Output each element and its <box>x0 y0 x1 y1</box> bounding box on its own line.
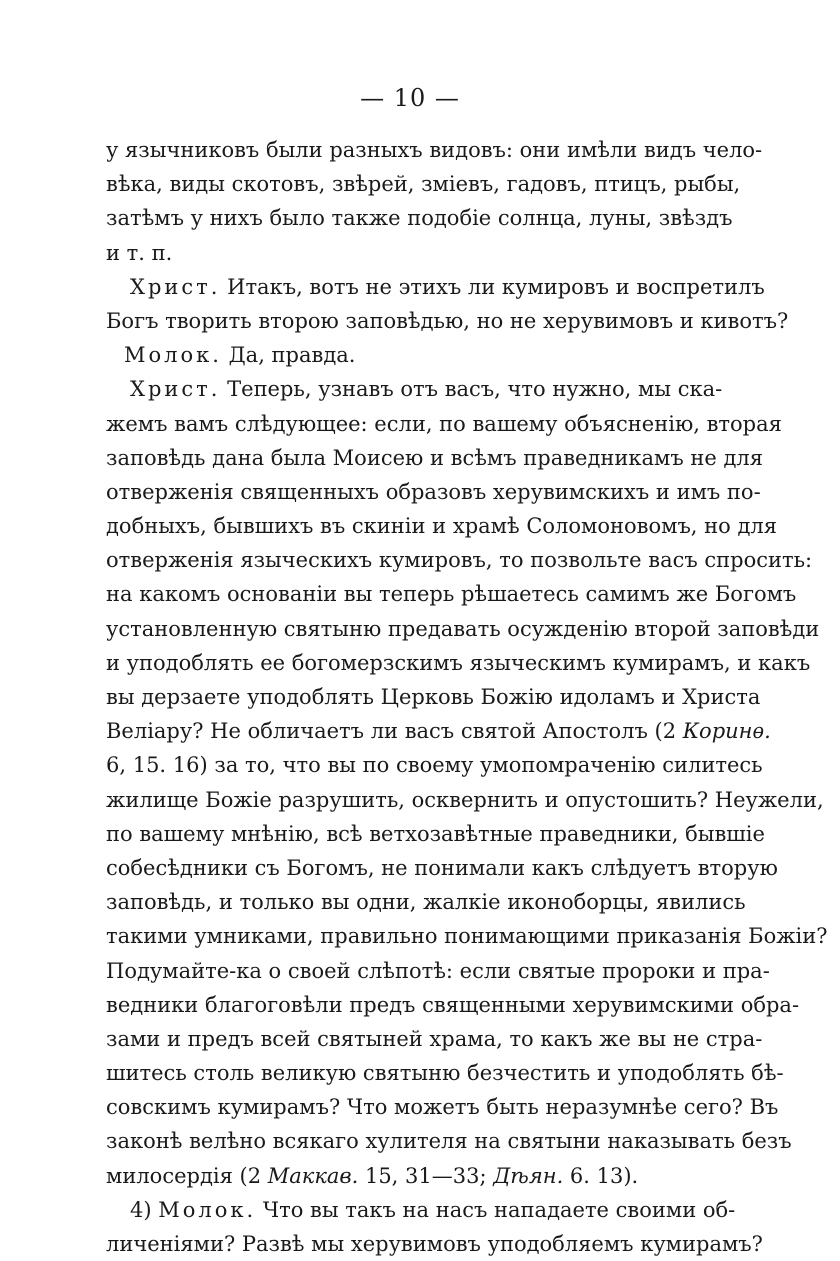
citation-italic: Дѣян. <box>493 1163 564 1188</box>
speaker-name: Христ. <box>130 377 221 402</box>
text-line <box>106 509 777 543</box>
line-text: законѣ велѣно всякаго хулителя на святыни наказывать безъ <box>106 1129 792 1154</box>
text-line <box>106 1090 779 1124</box>
text-line <box>106 885 746 919</box>
line-text: Богъ творить второю заповѣдью, но не херувимовъ и кивотъ? <box>106 308 789 333</box>
text-line <box>106 954 770 988</box>
line-text: такими умниками, правильно понимающими приказанiя Божiи? <box>106 924 828 949</box>
text-line <box>106 851 778 885</box>
line-text: отверженiя языческихъ кумировъ, то позвольте васъ спросить: <box>106 548 813 573</box>
speaker-name: Молок. <box>124 343 222 368</box>
text-line <box>106 338 706 372</box>
text-line <box>106 817 765 851</box>
line-text: жилище Божiе разрушить, осквернить и опустошить? Неужели, <box>106 787 824 812</box>
line-text: заповѣдь дана была Моисею и всѣмъ праведникамъ не для <box>106 445 764 470</box>
text-line <box>106 1022 763 1056</box>
line-text: добныхъ, бывшихъ въ скинiи и храмѣ Соломоновомъ, но для <box>106 514 777 539</box>
text-line <box>106 577 797 611</box>
text-line <box>106 919 828 953</box>
text-line <box>106 1056 784 1090</box>
line-text: и уподоблять ее богомерзскимъ языческимъ кумирамъ, и какъ <box>106 650 811 675</box>
line-text: по вашему мнѣнiю, всѣ ветхозавѣтные праведники, бывшiе <box>106 821 765 846</box>
body-text <box>106 133 828 1261</box>
line-text: собесѣдники съ Богомъ, не понимали какъ слѣдуетъ вторую <box>106 855 778 880</box>
text-line <box>106 304 789 338</box>
text-line <box>106 270 765 304</box>
line-text: и т. п. <box>106 240 173 265</box>
text-line <box>106 680 761 714</box>
line-text: Что вы такъ на насъ нападаете своими об- <box>256 1197 736 1222</box>
line-text: жемъ вамъ слѣдующее: если, по вашему объясненiю, вторая <box>106 411 782 436</box>
line-text: милосердiя (2 <box>106 1163 268 1188</box>
line-text: Теперь, узнавъ отъ васъ, что нужно, мы ска- <box>220 377 723 402</box>
text-line <box>106 133 763 167</box>
line-text: вѣка, виды скотовъ, звѣрей, змiевъ, гадовъ, птицъ, рыбы, <box>106 172 741 197</box>
section-number: 4) <box>130 1197 159 1222</box>
text-line <box>106 1124 792 1158</box>
speaker-name: Христ. <box>130 274 221 299</box>
text-line <box>106 1193 736 1227</box>
text-line <box>106 988 800 1022</box>
text-line <box>106 543 813 577</box>
line-text: у язычниковъ были разныхъ видовъ: они имѣли видъ чело- <box>106 138 763 162</box>
line-text: Да, правда. <box>221 343 356 368</box>
line-text: Подумайте-ка о своей слѣпотѣ: если святые пророки и пра- <box>106 958 770 983</box>
line-text: 6. 13). <box>563 1163 639 1188</box>
text-line <box>106 372 723 406</box>
line-text: личенiями? Развѣ мы херувимовъ уподобляемъ кумирамъ? <box>106 1232 763 1256</box>
line-text: 6, 15. 16) за то, что вы по своему умопомраченiю силитесь <box>106 753 763 778</box>
text-line <box>106 475 761 509</box>
citation-italic: Коринѳ. <box>682 719 771 744</box>
line-text: 15, 31—33; <box>358 1163 494 1188</box>
line-text: Итакъ, вотъ не этихъ ли кумировъ и воспретилъ <box>220 274 765 299</box>
speaker-name: Молок. <box>158 1197 257 1222</box>
text-line <box>106 612 820 646</box>
line-text: установленную святыню предавать осужденiю второй заповѣди <box>106 616 820 641</box>
line-text: зами и предъ всей святыней храма, то какъ же вы не стра- <box>106 1026 763 1051</box>
text-line <box>106 201 733 235</box>
line-text: на какомъ основанiи вы теперь рѣшаетесь самимъ же Богомъ <box>106 582 797 607</box>
text-line <box>106 167 741 201</box>
text-line <box>106 748 763 782</box>
line-text: Веліару? Не обличаетъ ли васъ святой Апостолъ (2 <box>106 719 683 744</box>
text-line <box>106 783 824 817</box>
text-line <box>106 1227 763 1261</box>
text-line <box>106 407 782 441</box>
text-line <box>106 236 706 270</box>
line-text: шитесь столь великую святыню безчестить и уподоблять бѣ- <box>106 1061 784 1086</box>
line-text: затѣмъ у нихъ было также подобie солнца, луны, звѣздъ <box>106 206 733 231</box>
line-text: ведники благоговѣли предъ священными херувимскими обра- <box>106 992 800 1017</box>
page-number: — 10 — <box>360 84 460 112</box>
line-text: отверженiя священныхъ образовъ херувимскихъ и имъ по- <box>106 479 761 504</box>
text-line <box>106 1159 706 1193</box>
citation-italic: Маккав. <box>267 1163 359 1188</box>
line-text: заповѣдь, и только вы одни, жалкiе иконоборцы, явились <box>106 890 746 915</box>
line-text: совскимъ кумирамъ? Что можетъ быть неразумнѣе сего? Въ <box>106 1095 779 1120</box>
text-line <box>106 714 771 748</box>
line-text: вы дерзаете уподоблять Церковь Божiю идоламъ и Христа <box>106 685 761 709</box>
text-line <box>106 441 764 475</box>
text-line <box>106 646 811 680</box>
